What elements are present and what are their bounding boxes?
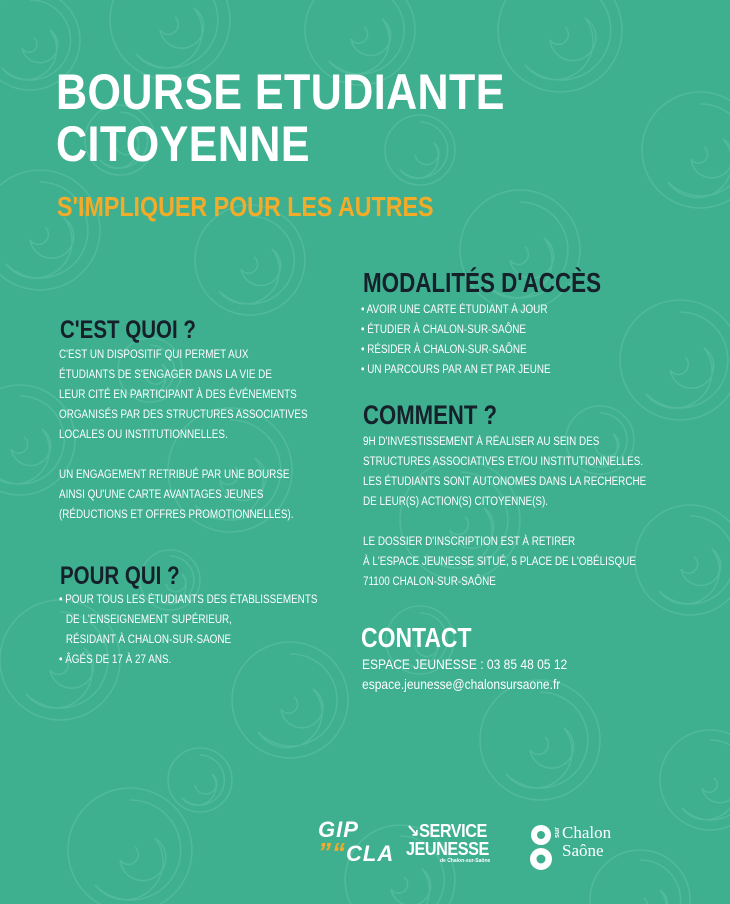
pour-qui-list xyxy=(59,590,317,670)
quote-mark-icon: ”“ xyxy=(318,837,346,867)
text-line: 71100 CHALON-SUR-SAÔNE xyxy=(363,576,496,588)
contact-phone: ESPACE JEUNESSE : 03 85 48 05 12 xyxy=(362,656,568,672)
gip-cla-logo xyxy=(318,819,394,865)
contact-heading: CONTACT xyxy=(361,622,472,653)
page-subtitle: S'IMPLIQUER POUR LES AUTRES xyxy=(57,191,434,222)
quoi-description xyxy=(59,345,308,525)
arrow-icon: ↘ xyxy=(406,821,420,841)
list-item: • ÉTUDIER À CHALON-SUR-SAÔNE xyxy=(361,324,527,336)
text-line: STRUCTURES ASSOCIATIVES ET/OU INSTITUTIONNELLES. xyxy=(363,456,644,468)
sur-label: sur xyxy=(554,827,561,838)
pour-qui-heading: POUR QUI ? xyxy=(60,562,180,590)
service-jeunesse-subtext: de Chalon-sur-Saône xyxy=(440,858,491,864)
saone-logo-text: Saône xyxy=(562,841,604,860)
modalites-list xyxy=(361,300,551,380)
text-line: AINSI QU'UNE CARTE AVANTAGES JEUNES xyxy=(59,489,264,501)
text-line: DE LEUR(S) ACTION(S) CITOYENNE(S). xyxy=(363,496,549,508)
text-line: LE DOSSIER D'INSCRIPTION EST À RETIRER xyxy=(363,536,576,548)
text-line: À L'ESPACE JEUNESSE SITUÉ, 5 PLACE DE L'OBÉLISQUE xyxy=(363,556,636,568)
text-line: ÉTUDIANTS DE S'ENGAGER DANS LA VIE DE xyxy=(59,369,272,381)
jeunesse-logo-text: JEUNESSE xyxy=(406,839,489,859)
modalites-heading: MODALITÉS D'ACCÈS xyxy=(363,267,602,298)
text-line: C'EST UN DISPOSITIF QUI PERMET AUX xyxy=(59,349,249,361)
list-item: • UN PARCOURS PAR AN ET PAR JEUNE xyxy=(361,364,551,376)
text-line: LEUR CITÉ EN PARTICIPANT À DES ÉVÉNEMENTS xyxy=(59,389,297,401)
text-line: UN ENGAGEMENT RETRIBUÉ PAR UNE BOURSE xyxy=(59,469,290,481)
text-line: LES ÉTUDIANTS SONT AUTONOMES DANS LA RECHERCHE xyxy=(363,476,647,488)
list-item: RÉSIDANT À CHALON-SUR-SAONE xyxy=(65,634,232,646)
quoi-heading: C'EST QUOI ? xyxy=(60,316,196,344)
comment-heading: COMMENT ? xyxy=(363,400,498,430)
page-title xyxy=(56,66,505,170)
chalon-emblem-icon xyxy=(528,824,554,872)
text-line: LOCALES OU INSTITUTIONNELLES. xyxy=(59,429,228,441)
service-jeunesse-logo xyxy=(406,822,498,864)
list-item: • RÉSIDER À CHALON-SUR-SAÔNE xyxy=(361,344,527,356)
list-item: • POUR TOUS LES ÉTUDIANTS DES ÉTABLISSEMENTS xyxy=(59,594,318,606)
contact-details xyxy=(362,654,567,694)
service-logo-text: SERVICE xyxy=(419,821,487,841)
contact-email-link[interactable]: espace.jeunesse@chalonsursaone.fr xyxy=(362,676,561,692)
title-line-1: BOURSE ETUDIANTE xyxy=(56,64,505,120)
list-item: • AVOIR UNE CARTE ÉTUDIANT À JOUR xyxy=(361,304,548,316)
text-line: ORGANISÉS PAR DES STRUCTURES ASSOCIATIVES xyxy=(59,409,308,421)
chalon-logo-text: Chalon xyxy=(562,823,612,842)
list-item: DE L'ENSEIGNEMENT SUPÉRIEUR, xyxy=(65,614,232,626)
cla-logo-text: CLA xyxy=(346,841,395,866)
text-line: (RÉDUCTIONS ET OFFRES PROMOTIONNELLES). xyxy=(59,509,294,521)
list-item: • ÂGÉS DE 17 À 27 ANS. xyxy=(59,654,172,666)
text-line: 9H D'INVESTISSEMENT À RÉALISER AU SEIN DES xyxy=(363,436,600,448)
gip-logo-text: GIP xyxy=(318,817,359,842)
title-line-2: CITOYENNE xyxy=(56,116,310,172)
comment-description xyxy=(363,432,646,592)
